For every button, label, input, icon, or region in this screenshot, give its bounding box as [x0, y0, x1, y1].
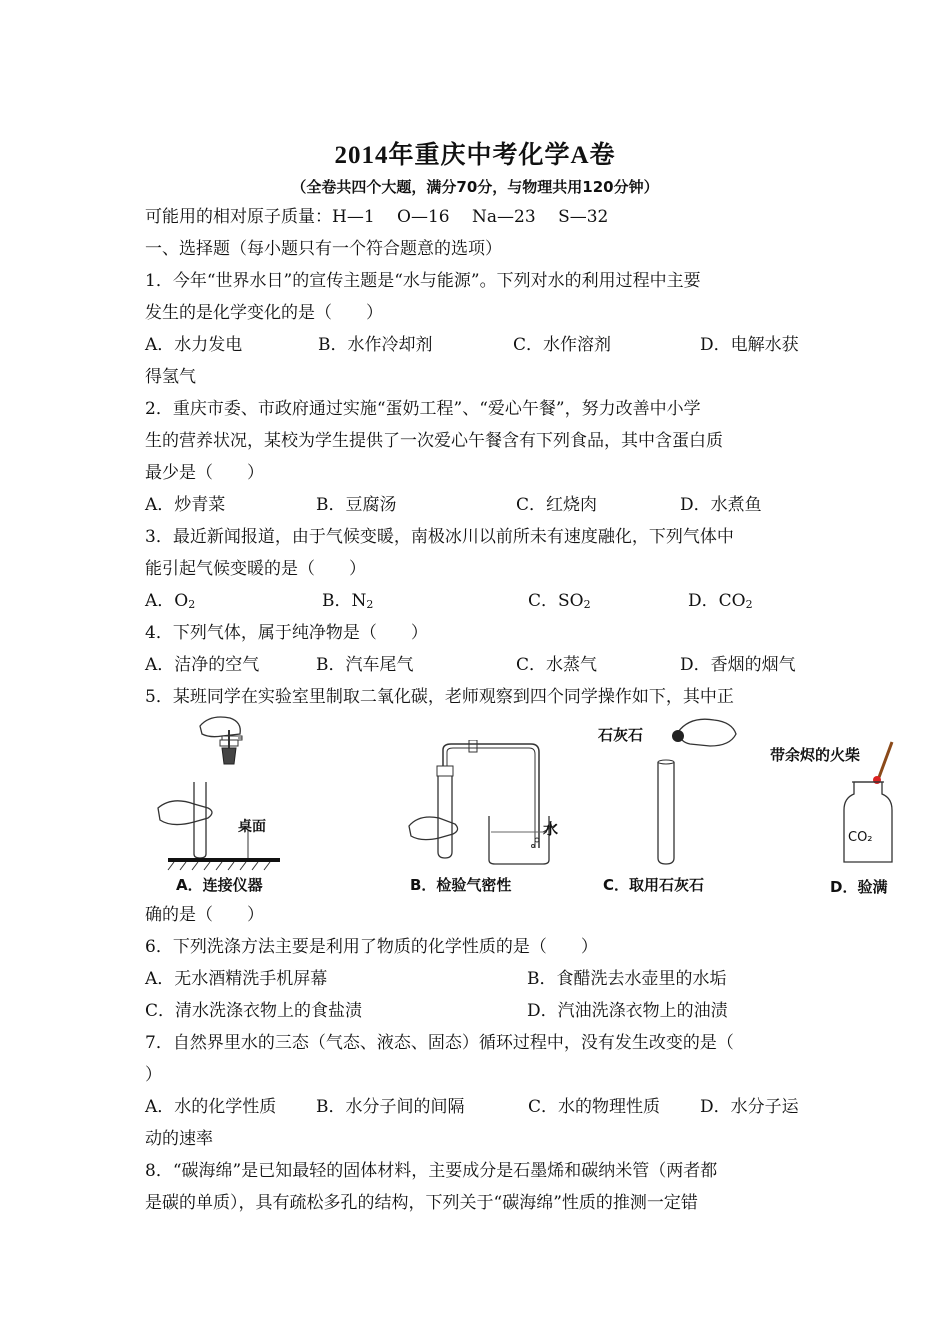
q1-option-d: D．电解水获	[700, 335, 799, 355]
q3-option-c: C．$SO_2$	[528, 591, 591, 611]
atomic-masses: 可能用的相对原子质量：H—1 O—16 Na—23 S—32	[145, 207, 609, 227]
q1-option-a: A．水力发电	[145, 335, 243, 355]
figure-b-check-airtightness	[405, 740, 565, 870]
q7-stem-2: ）	[145, 1065, 162, 1085]
q8-stem-2: 是碳的单质），具有疏松多孔的结构，下列关于“碳海绵”性质的推测一定错	[145, 1193, 698, 1213]
q2-stem-3: 最少是（ ）	[145, 463, 264, 483]
q6-option-a: A．无水酒精洗手机屏幕	[145, 969, 328, 989]
q7-stem-1: 7．自然界里水的三态（气态、液态、固态）循环过程中，没有发生改变的是（	[145, 1033, 734, 1053]
q1-option-c: C．水作溶剂	[513, 335, 612, 355]
figure-d-note: 带余烬的火柴	[770, 746, 861, 764]
figure-a-connect-instruments	[150, 712, 290, 872]
q2-stem-1: 2．重庆市委、市政府通过实施“蛋奶工程”、“爱心午餐”，努力改善中小学	[145, 399, 701, 419]
q4-option-d: D．香烟的烟气	[680, 655, 796, 675]
q2-stem-2: 生的营养状况，某校为学生提供了一次爱心午餐含有下列食品，其中含蛋白质	[145, 431, 723, 451]
q6-option-b: B．食醋洗去水壶里的水垢	[527, 969, 727, 989]
q1-option-b: B．水作冷却剂	[318, 335, 433, 355]
figure-b-note: 水	[543, 820, 559, 838]
q5-stem-1: 5．某班同学在实验室里制取二氧化碳，老师观察到四个同学操作如下，其中正	[145, 687, 734, 707]
figure-b-label: B．检验气密性	[410, 876, 512, 894]
q6-option-d: D．汽油洗涤衣物上的油渍	[527, 1001, 728, 1021]
figure-c-take-limestone	[650, 712, 750, 872]
q7-option-d: D．水分子运	[700, 1097, 799, 1117]
q7-option-a: A．水的化学性质	[145, 1097, 277, 1117]
q7-option-c: C．水的物理性质	[528, 1097, 661, 1117]
q7-option-d-cont: 动的速率	[145, 1129, 213, 1149]
q1-option-d-cont: 得氢气	[145, 367, 196, 387]
q4-option-b: B．汽车尾气	[316, 655, 414, 675]
q3-stem-2: 能引起气候变暖的是（ ）	[145, 559, 366, 579]
q2-option-d: D．水煮鱼	[680, 495, 762, 515]
q4-option-c: C．水蒸气	[516, 655, 598, 675]
figure-a-label: A．连接仪器	[176, 876, 263, 894]
q2-option-b: B．豆腐汤	[316, 495, 397, 515]
q1-stem-2: 发生的是化学变化的是（ ）	[145, 303, 383, 323]
q6-stem: 6．下列洗涤方法主要是利用了物质的化学性质的是（ ）	[145, 937, 598, 957]
q4-stem: 4．下列气体，属于纯净物是（ ）	[145, 623, 428, 643]
q7-option-b: B．水分子间的间隔	[316, 1097, 465, 1117]
q3-option-b: B．$N_2$	[322, 591, 374, 611]
section-heading: 一、选择题（每小题只有一个符合题意的选项）	[145, 239, 502, 259]
q3-option-d: D．$CO_2$	[688, 591, 753, 611]
q3-option-a: A．$O_2$	[145, 591, 196, 611]
q5-stem-2: 确的是（ ）	[145, 905, 264, 925]
page-title: 2014年重庆中考化学A卷	[334, 142, 616, 169]
page-subtitle: （全卷共四个大题，满分70分，与物理共用120分钟）	[291, 178, 659, 196]
figure-a-note: 桌面	[238, 819, 266, 835]
q8-stem-1: 8．“碳海绵”是已知最轻的固体材料，主要成分是石墨烯和碳纳米管（两者都	[145, 1161, 718, 1181]
q2-option-a: A．炒青菜	[145, 495, 226, 515]
figure-c-note: 石灰石	[598, 726, 644, 744]
figure-c-label: C．取用石灰石	[603, 876, 705, 894]
q6-option-c: C．清水洗涤衣物上的食盐渍	[145, 1001, 363, 1021]
q1-stem-1: 1．今年“世界水日”的宣传主题是“水与能源”。下列对水的利用过程中主要	[145, 271, 701, 291]
figure-d-bottle-label: CO₂	[848, 830, 873, 845]
q3-stem-1: 3．最近新闻报道，由于气候变暖，南极冰川以前所未有速度融化，下列气体中	[145, 527, 734, 547]
q4-option-a: A．洁净的空气	[145, 655, 260, 675]
figure-d-label: D．验满	[830, 878, 888, 896]
q2-option-c: C．红烧肉	[516, 495, 598, 515]
